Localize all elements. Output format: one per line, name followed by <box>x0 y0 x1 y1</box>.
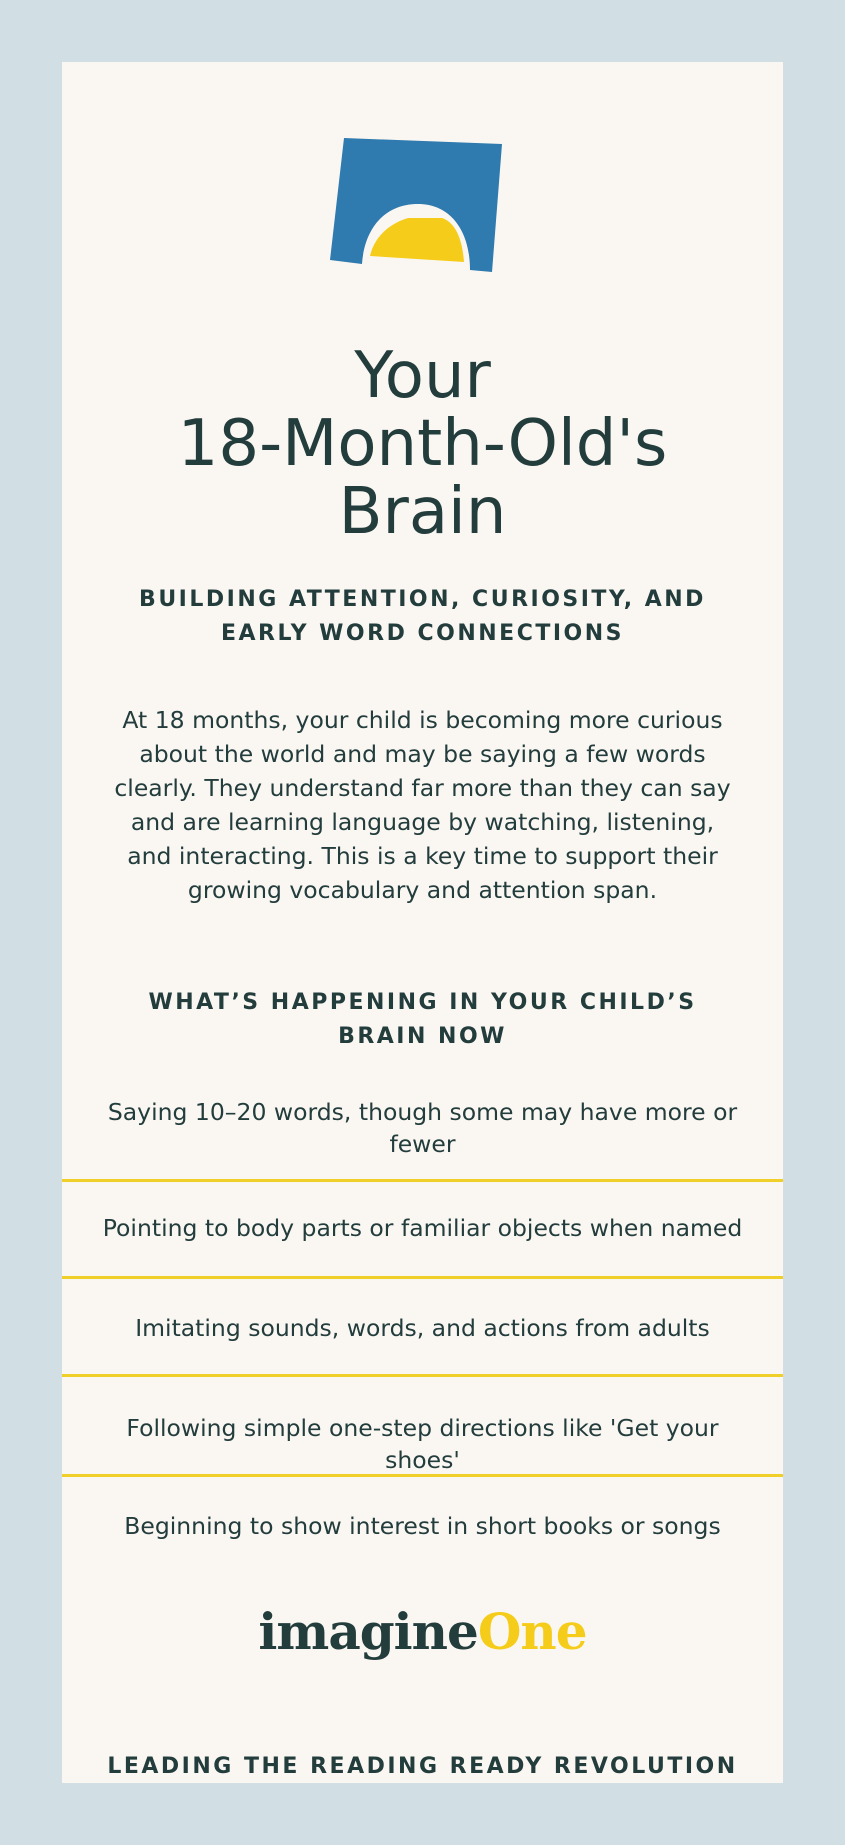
tagline: LEADING THE READING READY REVOLUTION <box>107 1754 738 1779</box>
brand-logo <box>62 1602 783 1662</box>
list-item: Beginning to show interest in short books or songs <box>124 1512 721 1540</box>
divider <box>62 1374 783 1377</box>
section-heading: WHAT’S HAPPENING IN YOUR CHILD’S BRAIN NOW <box>148 990 697 1049</box>
list-item: Following simple one-step directions like 'Get your shoes' <box>126 1414 719 1474</box>
list-item: Pointing to body parts or familiar objects when named <box>102 1214 743 1242</box>
title-line-1: Your <box>354 339 491 413</box>
subtitle: BUILDING ATTENTION, CURIOSITY, AND EARLY WORD CONNECTIONS <box>139 587 706 646</box>
page-title <box>62 339 783 549</box>
info-card <box>62 62 783 1783</box>
brand-logo-imagine: imagine <box>258 1602 478 1661</box>
intro-paragraph: At 18 months, your child is becoming more curious about the world and may be saying a few words clearly. They understand far more than they can say and are learning language by watching, listening, and interacting. This is a key time to support their growing vocabulary and attention span. <box>114 706 731 904</box>
divider <box>62 1474 783 1477</box>
list-item: Imitating sounds, words, and actions from adults <box>135 1314 710 1342</box>
list-item: Saying 10–20 words, though some may have more or fewer <box>107 1098 738 1158</box>
title-line-3: Brain <box>338 475 507 549</box>
divider <box>62 1276 783 1279</box>
arch-logo-icon <box>330 138 510 276</box>
brand-logo-one: One <box>477 1602 587 1661</box>
divider <box>62 1179 783 1182</box>
title-line-2: 18-Month-Old's <box>177 407 668 481</box>
